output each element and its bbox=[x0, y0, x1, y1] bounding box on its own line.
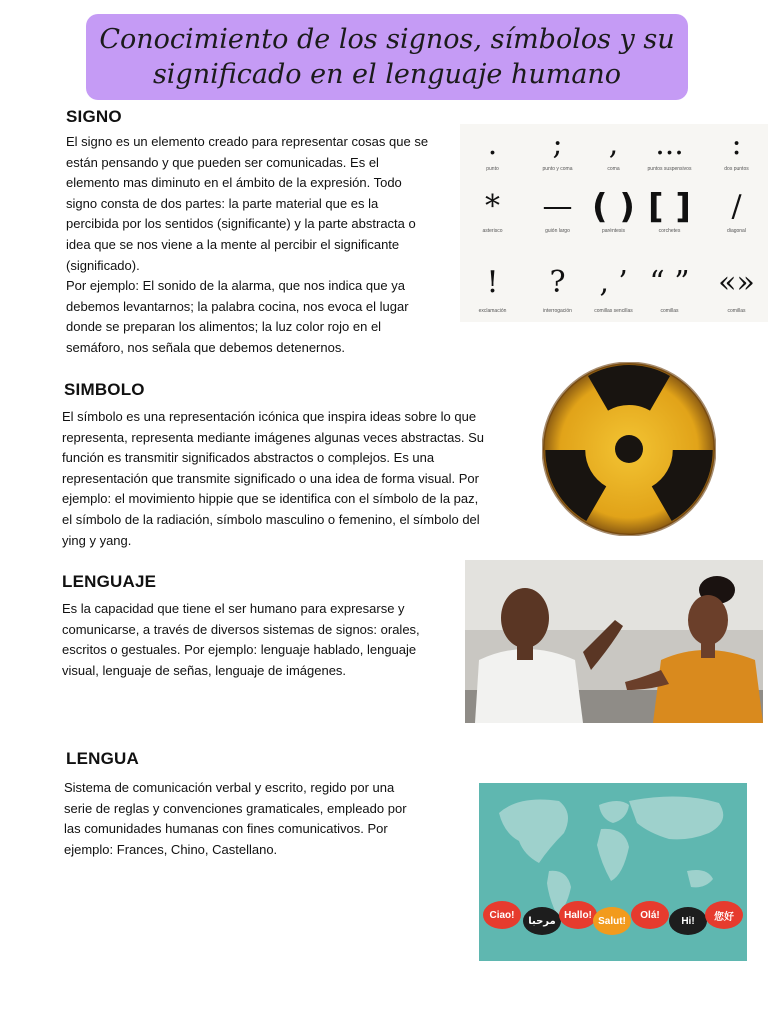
punctuation-name: asterisco bbox=[482, 228, 503, 234]
punctuation-name: comillas bbox=[660, 308, 679, 314]
greeting-bubble: مرحبا bbox=[523, 907, 561, 935]
greeting-bubble: Hi! bbox=[669, 907, 707, 935]
greeting-bubble: 您好 bbox=[705, 901, 743, 929]
punctuation-name: paréntesis bbox=[601, 228, 626, 234]
punctuation-name: interrogación bbox=[543, 308, 572, 314]
heading-simbolo: SIMBOLO bbox=[64, 380, 145, 399]
punctuation-glyph: ( ) bbox=[592, 187, 635, 227]
greeting-bubble: Hallo! bbox=[559, 901, 597, 929]
punctuation-name: comillas sencillas bbox=[594, 308, 633, 314]
punctuation-glyph: * bbox=[485, 189, 500, 224]
punctuation-glyph: , bbox=[608, 127, 619, 162]
punctuation-cell bbox=[632, 266, 707, 314]
punctuation-glyph: «» bbox=[718, 265, 755, 300]
greeting-bubble: Ciao! bbox=[483, 901, 521, 929]
punctuation-glyph: / bbox=[731, 189, 742, 224]
title-banner bbox=[86, 14, 688, 100]
punctuation-cell bbox=[699, 190, 768, 234]
punctuation-name: dos puntos bbox=[724, 166, 749, 172]
punctuation-name: punto y coma bbox=[542, 166, 573, 172]
punctuation-name: corchetes bbox=[658, 228, 681, 234]
heading-lenguaje: LENGUAJE bbox=[62, 572, 157, 591]
punctuation-name: comillas bbox=[727, 308, 746, 314]
punctuation-glyph: ‚ ’ bbox=[599, 265, 628, 300]
paragraph-lengua: Sistema de comunicación verbal y escrito, regido por una serie de reglas y convenciones gramaticales, empleado por las comunidades humanas con fines comunicativos. Por ejemplo: Frances, Chino, Castellano. bbox=[64, 780, 407, 857]
punctuation-cell bbox=[699, 266, 768, 314]
punctuation-glyph: “ ” bbox=[649, 265, 690, 300]
heading-lengua: LENGUA bbox=[66, 749, 139, 768]
world-languages-image bbox=[479, 783, 747, 961]
punctuation-cell bbox=[632, 128, 707, 172]
punctuation-glyph: ... bbox=[655, 127, 684, 162]
punctuation-glyph: ? bbox=[549, 265, 566, 300]
punctuation-glyph: [ ] bbox=[648, 187, 691, 227]
punctuation-glyph: . bbox=[487, 127, 498, 162]
greeting-bubble: Olá! bbox=[631, 901, 669, 929]
punctuation-name: exclamación bbox=[478, 308, 507, 314]
heading-signo: SIGNO bbox=[66, 107, 122, 126]
paragraph-simbolo: El símbolo es una representación icónica que inspira ideas sobre lo que representa, representa mediante imágenes algunas veces abstractas. Su función es transmitir significados abstractos o complejos. Es una representación que transmite significado o una idea de forma visual. Por ejemplo: el movimiento hippie que se identifica con el símbolo de la paz, el símbolo de la radiación, símbolo masculino o femenino, el símbolo del ying y yang. bbox=[62, 409, 485, 548]
paragraph-lenguaje: Es la capacidad que tiene el ser humano para expresarse y comunicarse, a través de diversos sistemas de signos: orales, escritos o gestuales. Por ejemplo: lenguaje hablado, lenguaje visual, lenguaje de señas, lenguaje de imágenes. bbox=[62, 601, 420, 678]
paragraph-signo: El signo es un elemento creado para representar cosas que se están pensando y que pueden ser comunicadas. Es el elemento mas diminuto en el ámbito de la expresión. Todo signo consta de dos partes: la parte material que es la percibida por los sentidos (significante) y la parte abstracta o idea que se nos viene a la mente al percibir el significante (significado). Por ejemplo: El sonido de la alarma, que nos indica que ya debemos levantarnos; la palabra cocina, nos evoca el lugar donde se preparan los alimentos; la luz color rojo en el semáforo, nos señala que debemos detenernos. bbox=[66, 134, 429, 355]
people-talking-photo bbox=[465, 560, 763, 723]
page-title: Conocimiento de los signos, símbolos y su significado en el lenguaje humano bbox=[99, 24, 675, 90]
punctuation-name: guión largo bbox=[545, 228, 570, 234]
punctuation-cell bbox=[699, 128, 768, 172]
punctuation-name: punto bbox=[486, 166, 499, 172]
punctuation-cell bbox=[632, 187, 707, 234]
punctuation-name: coma bbox=[607, 166, 620, 172]
punctuation-glyph: : bbox=[731, 127, 742, 162]
punctuation-name: puntos suspensivos bbox=[647, 166, 692, 172]
radiation-symbol-image bbox=[542, 362, 716, 536]
punctuation-glyph: — bbox=[542, 189, 573, 224]
greeting-bubble: Salut! bbox=[593, 907, 631, 935]
punctuation-chart-image bbox=[460, 124, 768, 322]
punctuation-name: diagonal bbox=[727, 228, 746, 234]
punctuation-glyph: ; bbox=[552, 127, 563, 162]
punctuation-glyph: ! bbox=[486, 265, 499, 300]
